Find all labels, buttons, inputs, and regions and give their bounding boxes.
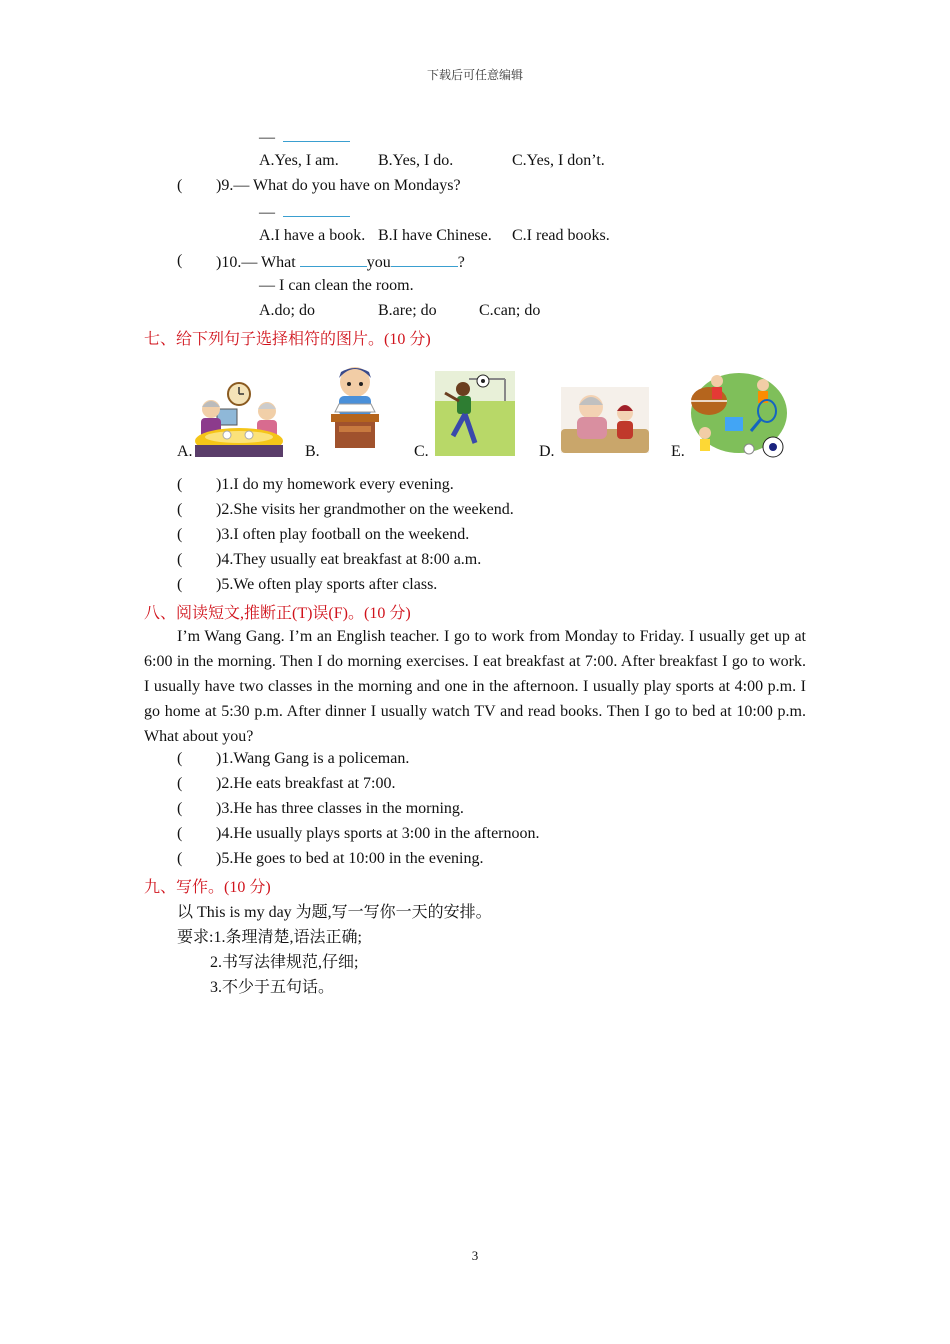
- boy-homework-picture: [325, 362, 385, 450]
- picture-label-a: A.: [177, 443, 193, 460]
- paren: (: [177, 775, 183, 792]
- q10-stem-b: you: [366, 254, 391, 271]
- s8-item-1: )1.Wang Gang is a policeman.: [216, 750, 410, 767]
- paren: (: [177, 576, 183, 593]
- picture-label-c: C.: [414, 443, 429, 460]
- writing-requirement-3: 3.不少于五句话。: [210, 979, 335, 996]
- dash: —: [259, 129, 275, 146]
- paren: (: [177, 750, 183, 767]
- q9-option-c: C.I read books.: [512, 227, 610, 244]
- q10-stem-a: )10.— What: [216, 254, 296, 271]
- q9-paren: (: [177, 177, 183, 194]
- s7-item-4: )4.They usually eat breakfast at 8:00 a.m.: [216, 551, 482, 568]
- sports-picture: [685, 367, 791, 459]
- grandmother-visit-picture: [561, 387, 649, 453]
- answer-blank[interactable]: [283, 202, 350, 217]
- reading-passage: I’m Wang Gang. I’m an English teacher. I go to work from Monday to Friday. I usually get up at 6:00 in the morning. Then I do morning exercises. I eat breakfast at 7:00. After breakfast I go to work. I usually have two classes in the morning and one in the afternoon. I usually play sports at 4:00 p.m. I go home at 5:30 p.m. After dinner I usually watch TV and read books. Then I go to bed at 10:00 p.m. What about you?: [144, 628, 806, 745]
- writing-requirement-1: 要求:1.条理清楚,语法正确;: [177, 929, 362, 946]
- s8-item-3: )3.He has three classes in the morning.: [216, 800, 464, 817]
- paren: (: [177, 501, 183, 518]
- q10-stem-c: ?: [457, 254, 465, 271]
- section9-title: 九、写作。(10 分): [144, 879, 271, 896]
- paren: (: [177, 476, 183, 493]
- q8-option-a: A.Yes, I am.: [259, 152, 339, 169]
- q9-option-a: A.I have a book.: [259, 227, 366, 244]
- breakfast-family-picture: [193, 381, 285, 458]
- paren: (: [177, 825, 183, 842]
- q8-option-c: C.Yes, I don’t.: [512, 152, 605, 169]
- paren: (: [177, 850, 183, 867]
- s7-item-1: )1.I do my homework every evening.: [216, 476, 454, 493]
- paren: (: [177, 551, 183, 568]
- section7-title: 七、给下列句子选择相符的图片。(10 分): [144, 331, 431, 348]
- football-picture: [435, 371, 515, 456]
- q8-answer-line: [259, 127, 350, 147]
- q8-option-b: B.Yes, I do.: [378, 152, 454, 169]
- paren: (: [177, 800, 183, 817]
- q10-paren: (: [177, 252, 183, 269]
- s7-item-5: )5.We often play sports after class.: [216, 576, 438, 593]
- q9-option-b: B.I have Chinese.: [378, 227, 492, 244]
- page-header: 下载后可任意编辑: [426, 68, 523, 82]
- answer-blank[interactable]: [391, 252, 458, 267]
- q10-stem: [216, 252, 465, 272]
- s8-item-2: )2.He eats breakfast at 7:00.: [216, 775, 396, 792]
- writing-requirement-2: 2.书写法律规范,仔细;: [210, 954, 359, 971]
- s8-item-5: )5.He goes to bed at 10:00 in the evening.: [216, 850, 484, 867]
- s8-item-4: )4.He usually plays sports at 3:00 in the afternoon.: [216, 825, 540, 842]
- picture-label-e: E.: [671, 443, 685, 460]
- q9-stem: )9.— What do you have on Mondays?: [216, 177, 461, 194]
- section8-title: 八、阅读短文,推断正(T)误(F)。(10 分): [144, 605, 411, 622]
- writing-topic: 以 This is my day 为题,写一写你一天的安排。: [177, 904, 492, 921]
- dash: —: [259, 204, 275, 221]
- q10-option-c: C.can; do: [479, 302, 541, 319]
- picture-label-d: D.: [539, 443, 555, 460]
- page-number: 3: [471, 1248, 479, 1263]
- q10-option-a: A.do; do: [259, 302, 315, 319]
- q10-answer: — I can clean the room.: [259, 277, 414, 294]
- picture-label-b: B.: [305, 443, 320, 460]
- q9-answer-line: [259, 202, 350, 222]
- paren: (: [177, 526, 183, 543]
- q10-option-b: B.are; do: [378, 302, 437, 319]
- answer-blank[interactable]: [283, 127, 350, 142]
- s7-item-2: )2.She visits her grandmother on the weekend.: [216, 501, 514, 518]
- s7-item-3: )3.I often play football on the weekend.: [216, 526, 470, 543]
- answer-blank[interactable]: [300, 252, 367, 267]
